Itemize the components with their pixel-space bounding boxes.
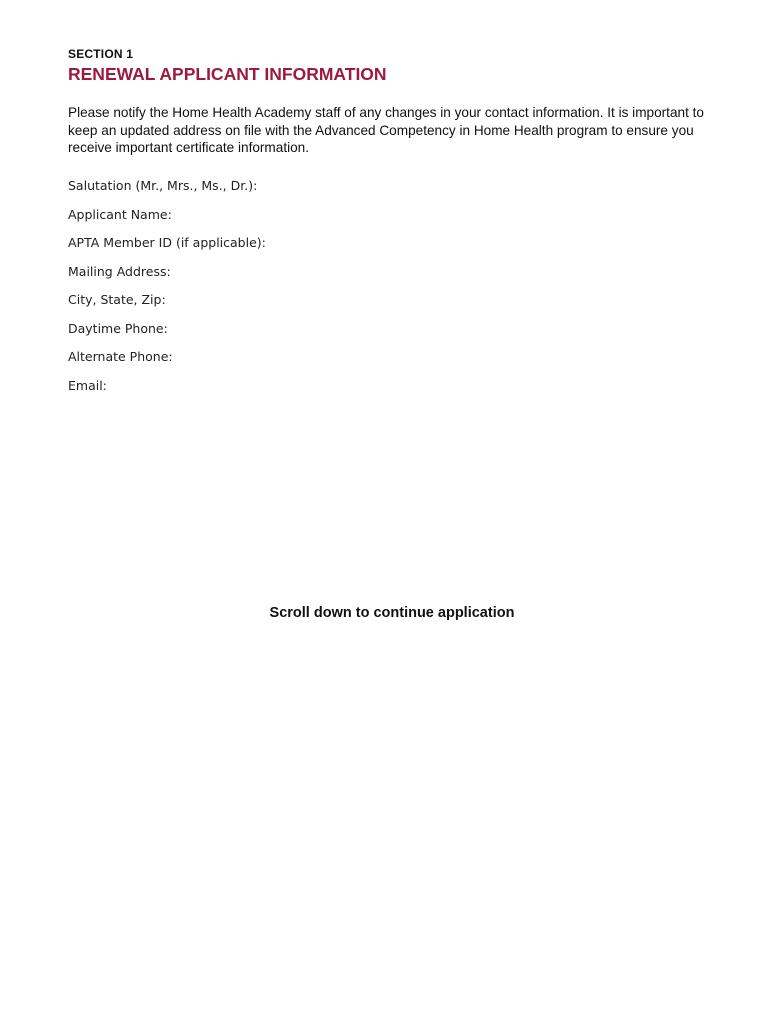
section-number: SECTION 1	[68, 47, 134, 61]
apta-member-id-field-label[interactable]: APTA Member ID (if applicable):	[68, 235, 266, 250]
mailing-address-field-label[interactable]: Mailing Address:	[68, 263, 171, 279]
applicant-form	[68, 176, 266, 404]
scroll-continue-note: Scroll down to continue application	[269, 605, 515, 621]
applicant-name-field-label[interactable]: Applicant Name:	[68, 206, 172, 222]
intro-line: receive important certificate information.	[68, 140, 310, 155]
salutation-field-label[interactable]: Salutation (Mr., Mrs., Ms., Dr.):	[68, 178, 258, 193]
email-field-label[interactable]: Email:	[68, 377, 107, 393]
daytime-phone-field-label[interactable]: Daytime Phone:	[68, 320, 168, 336]
city-state-zip-field-label[interactable]: City, State, Zip:	[68, 292, 166, 307]
intro-line: keep an updated address on file with the Advanced Competency in Home Health program to ensure you	[68, 122, 694, 138]
intro-line: Please notify the Home Health Academy staff of any changes in your contact information. It is important to	[68, 105, 704, 120]
intro-paragraph	[68, 104, 728, 157]
section-title: RENEWAL APPLICANT INFORMATION	[68, 64, 387, 84]
alternate-phone-field-label[interactable]: Alternate Phone:	[68, 349, 173, 364]
